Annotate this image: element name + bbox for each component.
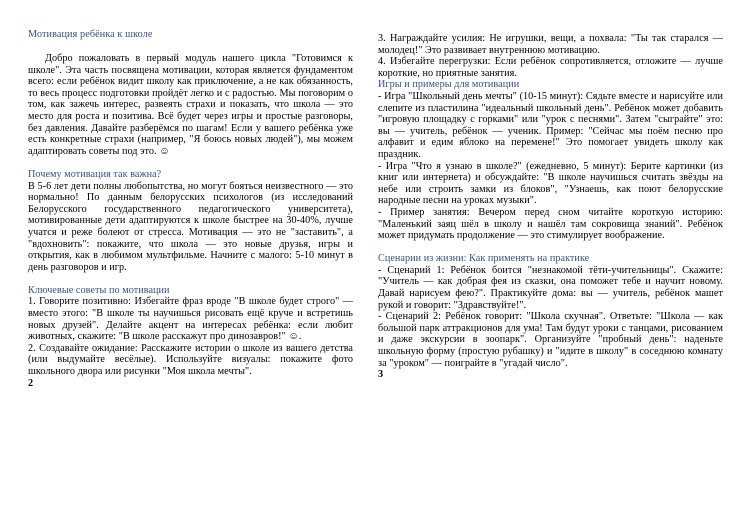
page-number-left: 2 <box>28 377 34 389</box>
tip-item: 4. Избегайте перегрузки: Если ребёнок сопротивляется, отложите — лучше короткие, но приятные занятия. <box>378 56 723 79</box>
scenario-item: - Сценарий 2: Ребёнок говорит: "Школа скучная". Ответьте: "Школа — как большой парк аттракционов для ума! Там будут уроки с танцами, рисованием и даже экскурсии в зоопарк". Организуйте "пробный день": наденьте школьную форму (простую рубашку) и "идите в школу" в соседнюю комнату за "уроком" — поиграйте в "угадай число". <box>378 311 723 369</box>
why-motivation-body: В 5-6 лет дети полны любопытства, но могут бояться неизвестного — это нормально! По данным белорусских психологов (из исследований Белорусского государственного педагогического университета), мотивированные дети адаптируются к школе быстрее на 30-40%, лучше учатся и реже болеют от стресса. Мотивация — это не "заставить", а "вдохновить": покажите, что школа — это новые друзья, игры и открытия, как в любимом мультфильме. Начните с малого: 5-10 минут в день разговоров и игр. <box>28 180 353 273</box>
heading-life-scenarios: Сценарии из жизни: Как применять на практике <box>378 253 590 265</box>
heading-why-motivation: Почему мотивация так важна? <box>28 168 162 180</box>
spacer <box>378 242 723 254</box>
scenario-item: - Сценарий 1: Ребёнок боится "незнакомой тёти-учительницы". Скажите: "Учитель — как добрая фея из сказки, она поможет тебе и научит новому. Давай нарисуем фею?". Практикуйте дома: вы — учитель, ребёнок машет рукой и говорит: "Здравствуйте!". <box>378 264 723 311</box>
tip-item: 3. Награждайте усилия: Не игрушки, вещи, а похвала: "Ты так старался — молодец!" Это развивает внутреннюю мотивацию. <box>378 33 723 56</box>
page-right <box>374 0 749 530</box>
heading-key-tips: Ключевые советы по мотивации <box>28 284 170 296</box>
game-item: - Пример занятия: Вечером перед сном читайте короткую историю: "Маленький заяц шёл в школу и нашёл там сокровища знаний". Ребёнок может придумать продолжение — это стимулирует воображение. <box>378 206 723 242</box>
page-left <box>0 0 374 530</box>
tip-item: 2. Создавайте ожидание: Расскажите истории о школе из вашего детства (или выдумайте весёлые). Используйте визуалы: покажите фото школьного двора или рисунки "Моя школа мечты". <box>28 342 353 378</box>
game-item: - Игра "Школьный день мечты" (10-15 минут): Сядьте вместе и нарисуйте или слепите из пластилина "идеальный школьный день". Ребёнок может добавить "игровую площадку с горками" или "урок с песнями". Затем "сыграйте" это: вы — учитель, ребёнок — ученик. Пример: "Сейчас мы поём песню про алфавит и едим яблоко на перемене!" Это помогает увидеть школу как праздник. <box>378 90 723 160</box>
spacer <box>28 157 353 169</box>
intro-paragraph: Добро пожаловать в первый модуль нашего цикла "Готовимся к школе". Эта часть посвящена мотивации, которая является фундаментом всего: если ребёнок видит школу как приключение, а не как обязанность, то весь процесс подготовки пройдёт легко и с радостью. Мы поговорим о том, как зажечь интерес, развеять страхи и показать, что школа — это место для роста и позитива. Всё будет через игры и простые разговоры, без давления. Давайте разберёмся по шагам! Если у вашего ребёнка уже есть конкретные страхи (например, "Я боюсь новых людей"), мы можем адаптировать советы под это. ☺ <box>28 53 353 157</box>
heading-games-examples: Игры и примеры для мотивации <box>378 79 520 91</box>
page-number-right: 3 <box>378 369 384 381</box>
spacer <box>28 273 353 285</box>
page-title: Мотивация ребёнка к школе <box>28 29 153 40</box>
game-item: - Игра "Что я узнаю в школе?" (ежедневно, 5 минут): Берите картинки (из книг или интернета) и обсуждайте: "В школе научишься считать звёзды на небе или строить замки из блоков", "Узнаешь, как поют белорусские народные песни на уроках музыки". <box>378 160 723 207</box>
tip-item: 1. Говорите позитивно: Избегайте фраз вроде "В школе будет строго" — вместо этого: "В школе ты научишься рисовать ещё круче и встретишь новых друзей". Делайте акцент на интересах ребёнка: если любит животных, скажите: "В школе расскажут про динозавров!" ☺. <box>28 296 353 343</box>
